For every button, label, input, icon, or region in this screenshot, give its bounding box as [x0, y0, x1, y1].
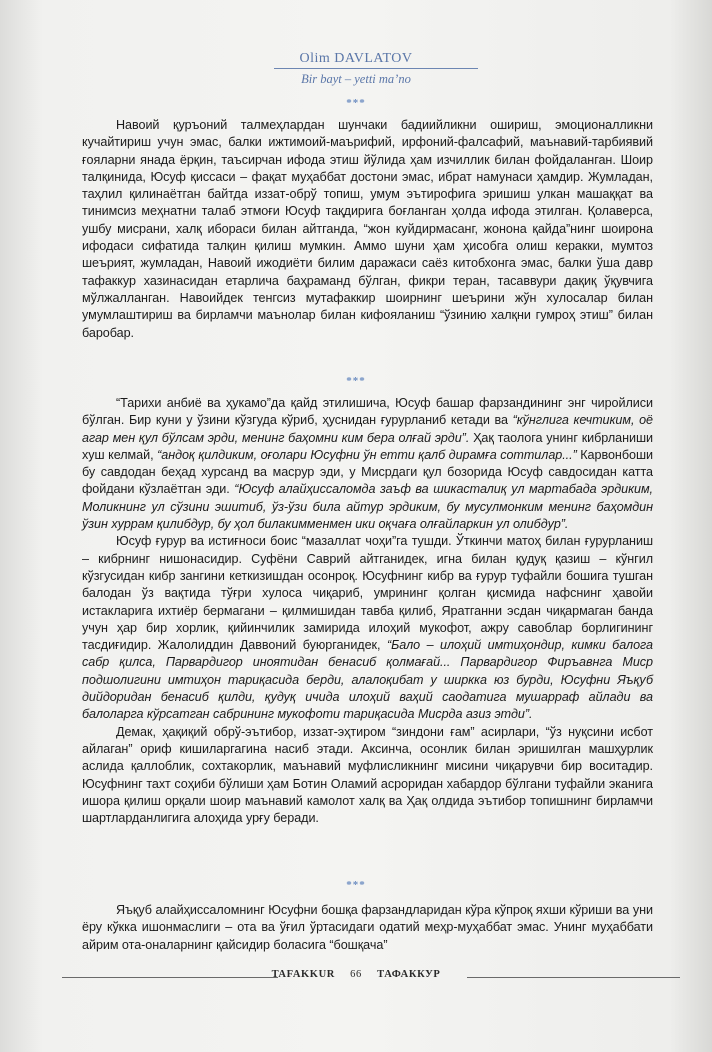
quote-run: “кўнглига кечтиким, оё агар мен қул бўлсам эрди, менинг баҳомни ким бера олғай эрди”.	[82, 413, 653, 445]
header-subtitle: Bir bayt – yetti ma’no	[301, 72, 411, 86]
text-run: Демак, ҳақиқий обрў-эътибор, иззат-эҳтиром “зиндони ғам” асирлари, “ўз нуқсини исбот айлаган” ориф кишиларгагина насиб этади. Аксинча, осонлик билан эришилган машҳурлик аслида қаллоблик, сохтакорлик, маънавий муфлисликнинг мисини чиқарувчи бир воситадир. Юсуфнинг тахт соҳиби бўлиши ҳам Ботин Оламий асроридан хабардор бўлгани туфайли эканига ишора қилиш орқали шоир маънавий камолот халқ ва Ҳақ олдида эътибор топишнинг бирламчи шартларданлигига алоҳида урғу беради.	[82, 724, 653, 826]
text-run: Яъқуб алайҳиссаломнинг Юсуфни бошқа фарзандларидан кўра кўпроқ яхши кўриши ва уни ёру кўкка ишонмаслиги – ота ва ўғил ўртасидаги одатий меҳр-муҳаббат эмас. Унинг муҳаббати айрим ота-оналарнинг қайсидир боласига “бошқача”	[82, 903, 653, 952]
running-footer	[0, 969, 712, 980]
quote-run: “андоқ қилдиким, оғолари Юсуфни ўн етти қалб дирамға соттилар...”	[157, 447, 577, 462]
footer-journal-latin: TAFAKKUR	[271, 969, 335, 980]
section-separator: ***	[346, 375, 366, 387]
quote-run: “Юсуф алайҳиссаломда заъф ва шикасталиқ ул мартабада эрдиким, Моликнинг ул сўзини эшитиб, ўз-ўзи била айтур эрдиким, бу мусулмонким менинг баҳомдин ўзин хуррам қилибдур, бу ҳол билакимменмен ики оқчаға олғайларкин ул олибдур”.	[82, 482, 653, 532]
paragraph	[82, 395, 653, 533]
text-run: Карвонбоши бу савдодан беҳад хурсанд ва масрур эди, у Мисрдаги қул бозорида Юсуф савдосидан катта фойдани кўзлаётган эди.	[82, 447, 653, 497]
text-run: Навоий қуръоний талмеҳлардан шунчаки бадиийликни ошириш, эмоционалликни кучайтириш учун эмас, балки ижтимоий-маърифий, ирфоний-фалсафий, маънавий-тарбиявий ғояларни янада ёрқин, таъсирчан ифода этиш йўлида ҳам изчиллик билан фойдаланган. Шоир талқинида, Юсуф қиссаси – фақат муҳаббат достони эмас, ибрат намунаси ҳамдир. Жумладан, таҳлил қилинаётган байтда иззат-обрў топиш, умум эътирофига эришиш улкан машаққат ва тинимсиз меҳнатни талаб этмоғи Юсуф тақдирига боғланган ҳолда ифода этилган. Қолаверса, ушбу мисрани, халқ ибораси билан айтганда, “жон куйдирмасанг, жонона қайда”нинг шоирона ифодаси сифатида талқин қилиш мумкин. Аммо шуни ҳам ҳисобга олиш керакки, мумтоз шеърият, жумладан, Навоий ижодиёти билим даражаси саёз китобхонга эмас, балки ўша давр тафаккур хазинасидан етарлича баҳраманд бўлган, фикри теран, тасаввури дақиқ ўқувчига мўлжалланган. Навоийдек тенгсиз мутафаккир шоирнинг шеърини жўн хулосалар билан умумлаштириш ва бирламчи маънолар билан кифояланиш “ўзинию халқни гумроҳ этиш” билан баробар.	[82, 118, 653, 340]
text-run: Ҳақ таолога унинг кибрланиши хуш келмай,	[82, 430, 653, 462]
header-author: Olim DAVLATOV	[299, 51, 413, 66]
header-rule	[274, 68, 478, 69]
running-header	[0, 50, 712, 87]
section-1	[82, 117, 653, 342]
paragraph	[82, 902, 653, 954]
footer-journal-cyrillic: ТАФАККУР	[377, 969, 441, 980]
text-run: Юсуф ғурур ва истиғноси боис “мазаллат чоҳи”га тушди. Ўткинчи матоҳ билан ғурурланиш – кибрнинг нишонасидир. Суфёни Саврий айтганидек, игна билан қудуқ қазиш – кўнгил кўзгусидан кибр зангини кеткизишдан осонроқ. Юсуфнинг кибр ва ғурур туфайли бошига тушган балодан ўз вақтида тўғри хулоса чиқариб, умрининг қолган қисмида нафснинг ҳавойи истакларига ихтиёр бермагани – қилмишидан тавба қилиб, Яратганни эсдан чиқармаган банда учун ҳар бир хорлик, қийинчилик замирида илоҳий мукофот, ажру савоблар борлигининг тасдиғидир. Жалолиддин Даввоний буюрганидек,	[82, 534, 653, 653]
text-run: “Тарихи анбиё ва ҳукамо”да қайд этилишича, Юсуф башар фарзандининг энг чиройлиси бўлган. Бир куни у ўзини кўзгуда кўриб, ҳуснидан ғурурланиб кетади ва	[82, 396, 653, 428]
section-separator: ***	[346, 97, 366, 109]
section-separator: ***	[346, 879, 366, 891]
paragraph	[82, 533, 653, 723]
paragraph	[82, 117, 653, 342]
section-3	[82, 902, 653, 954]
page-number: 66	[350, 969, 362, 980]
paragraph	[82, 724, 653, 828]
quote-run: “Бало – илоҳий имтиҳондир, кимки балога сабр қилса, Парвардигор иноятидан бенасиб қолмағай... Парвардигор Фиръавнга Миср подшолигини имтиҳон тариқасида берди, алалоқибат у ширкка юз бурди, Юсуфни Яъқуб дийдоридан бенасиб қилди, қудуқ ичида илоҳий ваҳий саодатига мушарраф айлади ва балоларга кўрсатган сабрининг мукофоти тариқасида Мисрда азиз этди”.	[82, 638, 653, 722]
section-2	[82, 395, 653, 827]
